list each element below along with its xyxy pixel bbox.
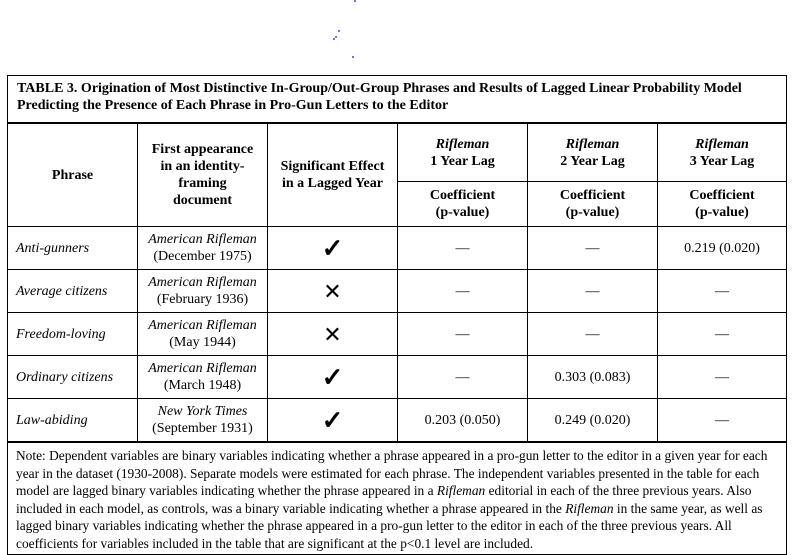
table-row	[8, 313, 787, 356]
note-italic: Rifleman	[436, 483, 486, 498]
lag2-cell: —	[528, 270, 658, 313]
lag3-cell: 0.219 (0.020)	[658, 227, 787, 270]
checkmark-icon: ✓	[268, 227, 398, 270]
lag2-cell: 0.249 (0.020)	[528, 399, 658, 443]
first-appearance-cell	[138, 270, 268, 313]
cross-icon: ✕	[268, 313, 398, 356]
table-note	[8, 442, 787, 555]
header-lag1	[398, 123, 528, 182]
lag3-cell: —	[658, 270, 787, 313]
source-name: American Rifleman	[148, 232, 257, 247]
source-date: (February 1936)	[156, 292, 249, 307]
header-lag3-label: 3 Year Lag	[689, 153, 755, 169]
phrase-cell: Freedom-loving	[8, 313, 138, 356]
pvalue-label: (p-value)	[695, 205, 749, 220]
decorative-dots	[330, 0, 370, 70]
header-lag1-label: 1 Year Lag	[430, 153, 495, 169]
header-coef-lag3	[658, 182, 787, 227]
lag3-cell: —	[658, 356, 787, 399]
note-italic: Rifleman	[565, 500, 614, 516]
source-name: New York Times	[157, 404, 248, 419]
table-row	[8, 270, 787, 313]
coef-label: Coefficient	[429, 188, 496, 203]
coef-label: Coefficient	[689, 188, 755, 203]
lag1-cell: —	[398, 356, 528, 399]
table-row	[8, 399, 787, 443]
note-text: editorial in each of the three previous years. Also included in each model, as controls, was a binary variable indicating whether a phrase appeared in the	[16, 483, 752, 516]
cross-icon: ✕	[268, 270, 398, 313]
lag1-cell: —	[398, 227, 528, 270]
phrase-cell: Ordinary citizens	[8, 356, 138, 399]
first-appearance-cell	[138, 399, 268, 443]
note-text: in the same year, as well as lagged binary variables indicating whether the phrase appeared in a pro-gun letter to the editor in each of the three previous years. All coefficients for variables included in the table that are significant at the p<0.1 level are included.	[16, 500, 763, 551]
first-appearance-cell	[138, 227, 268, 270]
lag1-cell: 0.203 (0.050)	[398, 399, 528, 443]
header-lag3-source: Rifleman	[695, 136, 749, 152]
checkmark-icon: ✓	[268, 356, 398, 399]
note-text: Note: Dependent variables are binary variables indicating whether a phrase appeared in a pro-gun letter to the editor in a given year for each year in the dataset (1930-2008). Separate models were estimated for each phrase. The independent variables presented in the table for each model are lagged binary variables indicating whether the phrase appeared in a	[16, 448, 768, 498]
coef-label: Coefficient	[559, 188, 626, 203]
source-name: American Rifleman	[148, 275, 257, 290]
header-lag2-source: Rifleman	[565, 136, 620, 152]
header-lag1-source: Rifleman	[435, 136, 490, 152]
header-first-appearance: First appearance in an identity-framing document	[138, 123, 268, 227]
table-row	[8, 356, 787, 399]
phrase-cell: Average citizens	[8, 270, 138, 313]
table-row	[8, 227, 787, 270]
source-date: (March 1948)	[163, 378, 242, 393]
first-appearance-cell	[138, 356, 268, 399]
header-lag2-label: 2 Year Lag	[560, 153, 625, 169]
lag3-cell: —	[658, 399, 787, 443]
source-date: (December 1975)	[153, 249, 252, 264]
header-coef-lag1	[398, 182, 528, 227]
table-title: TABLE 3. Origination of Most Distinctive In-Group/Out-Group Phrases and Results of Lagged Linear Probability Model Predicting the Presence of Each Phrase in Pro-Gun Letters to the Editor	[8, 76, 787, 124]
header-lag2	[528, 123, 658, 182]
phrase-cell: Law-abiding	[8, 399, 138, 443]
lag2-cell: —	[528, 227, 658, 270]
header-lag3	[658, 123, 787, 182]
lag1-cell: —	[398, 270, 528, 313]
lag2-cell: 0.303 (0.083)	[528, 356, 658, 399]
header-phrase: Phrase	[8, 123, 138, 227]
source-name: American Rifleman	[148, 318, 257, 333]
results-table	[7, 75, 787, 555]
phrase-cell: Anti-gunners	[8, 227, 138, 270]
lag1-cell: —	[398, 313, 528, 356]
source-date: (May 1944)	[169, 335, 236, 350]
source-name: American Rifleman	[148, 361, 257, 376]
pvalue-label: (p-value)	[565, 205, 620, 220]
lag2-cell: —	[528, 313, 658, 356]
header-significant-effect: Significant Effect in a Lagged Year	[268, 123, 398, 227]
checkmark-icon: ✓	[268, 399, 398, 443]
lag3-cell: —	[658, 313, 787, 356]
pvalue-label: (p-value)	[435, 205, 490, 220]
first-appearance-cell	[138, 313, 268, 356]
source-date: (September 1931)	[152, 421, 253, 436]
header-coef-lag2	[528, 182, 658, 227]
